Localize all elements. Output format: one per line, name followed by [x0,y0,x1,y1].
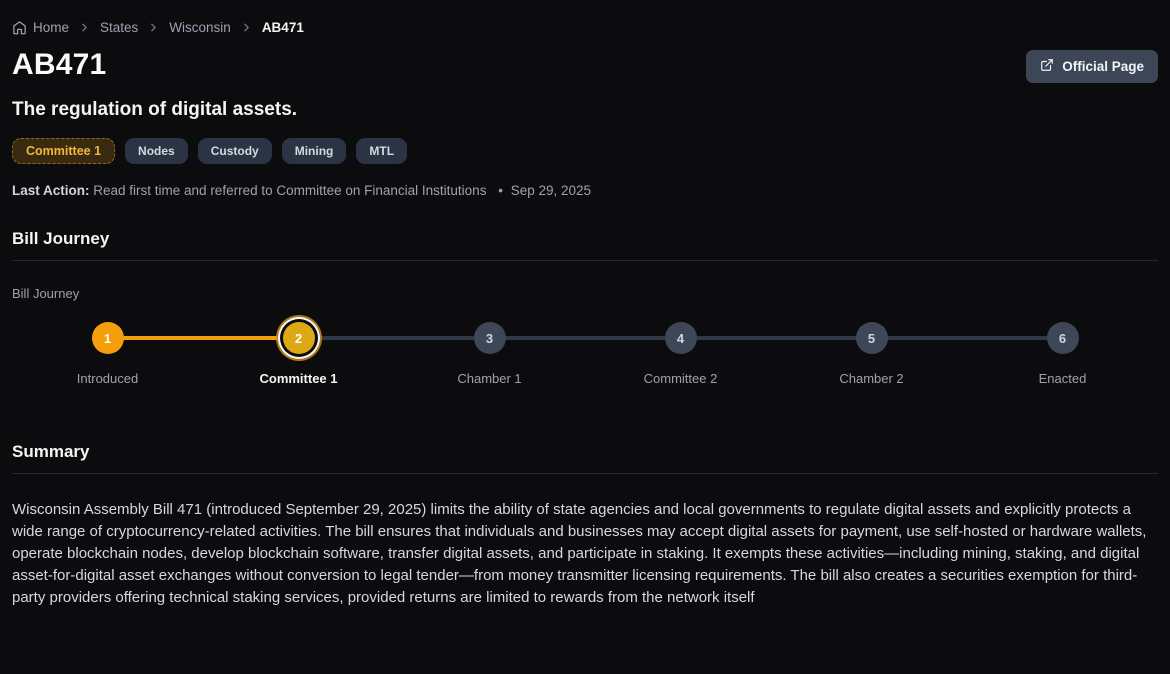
step-enacted-circle[interactable]: 6 [1047,322,1079,354]
breadcrumb-states-label: States [100,20,139,35]
tag-mtl[interactable]: MTL [356,138,407,164]
external-link-icon [1040,58,1054,75]
step-committee-1-circle[interactable]: 2 [283,322,315,354]
step-chamber-1-label: Chamber 1 [457,371,522,386]
step-introduced [12,322,203,386]
breadcrumb-states[interactable] [100,20,138,35]
bill-journey-subheading: Bill Journey [12,286,80,301]
step-committee-1 [203,322,394,386]
breadcrumb-home[interactable] [12,20,69,35]
step-committee-2-circle[interactable]: 4 [665,322,697,354]
bill-journey-stepper [12,322,1158,394]
chevron-right-icon [147,21,160,34]
step-chamber-2 [776,322,967,386]
bill-subtitle: The regulation of digital assets. [12,99,298,120]
official-page-label: Official Page [1062,59,1144,74]
summary-text: Wisconsin Assembly Bill 471 (introduced September 29, 2025) limits the ability of state agencies and local governments to regulate digital assets and explicitly protects a wide range of cryptocurrency-related activities. The bill ensures that individuals and businesses may accept digital assets for payment, use self-hosted or hardware wallets, operate blockchain nodes, develop blockchain software, transfer digital assets, and participate in staking. It exempts these activities—including mining, staking, and digital asset-for-digital asset exchanges without conversion to legal tender—from money transmitter licensing requirements. The bill also creates a securities exemption for third-party providers offering technical staking services, provided returns are limited to rewards from the network itself [12,501,1147,606]
bill-journey-heading: Bill Journey [12,229,1158,261]
tag-nodes[interactable]: Nodes [125,138,188,164]
tags-row [12,138,1158,164]
last-action-date: Sep 29, 2025 [510,183,592,198]
summary-heading: Summary [12,442,1158,474]
stepper-steps [12,322,1158,386]
breadcrumb [12,0,1158,35]
step-introduced-circle[interactable]: 1 [92,322,124,354]
step-committee-1-label: Committee 1 [259,371,338,386]
breadcrumb-bill-label: AB471 [261,20,304,35]
chevron-right-icon [240,21,253,34]
breadcrumb-wisconsin-label: Wisconsin [169,20,231,35]
page-header [12,48,1158,83]
breadcrumb-wisconsin[interactable] [169,20,231,35]
page-title: AB471 [12,48,107,81]
tag-committee-1[interactable]: Committee 1 [12,138,115,164]
tag-custody[interactable]: Custody [198,138,272,164]
step-committee-2 [585,322,776,386]
step-enacted-label: Enacted [1038,371,1087,386]
last-action-label: Last Action: [12,183,90,198]
home-icon [12,20,27,35]
step-chamber-1-circle[interactable]: 3 [474,322,506,354]
tag-mining[interactable]: Mining [282,138,347,164]
step-committee-2-label: Committee 2 [643,371,718,386]
last-action [12,183,1158,198]
last-action-text: Read first time and referred to Committee on Financial Institutions [93,183,487,198]
chevron-right-icon [78,21,91,34]
step-chamber-2-circle[interactable]: 5 [856,322,888,354]
step-introduced-label: Introduced [76,371,139,386]
breadcrumb-current-bill [262,20,304,35]
step-chamber-2-label: Chamber 2 [839,371,904,386]
step-chamber-1 [394,322,585,386]
last-action-separator: • [498,183,503,198]
breadcrumb-home-label: Home [33,20,70,35]
official-page-button[interactable] [1026,50,1158,83]
step-enacted [967,322,1158,386]
summary-section [12,442,1158,609]
